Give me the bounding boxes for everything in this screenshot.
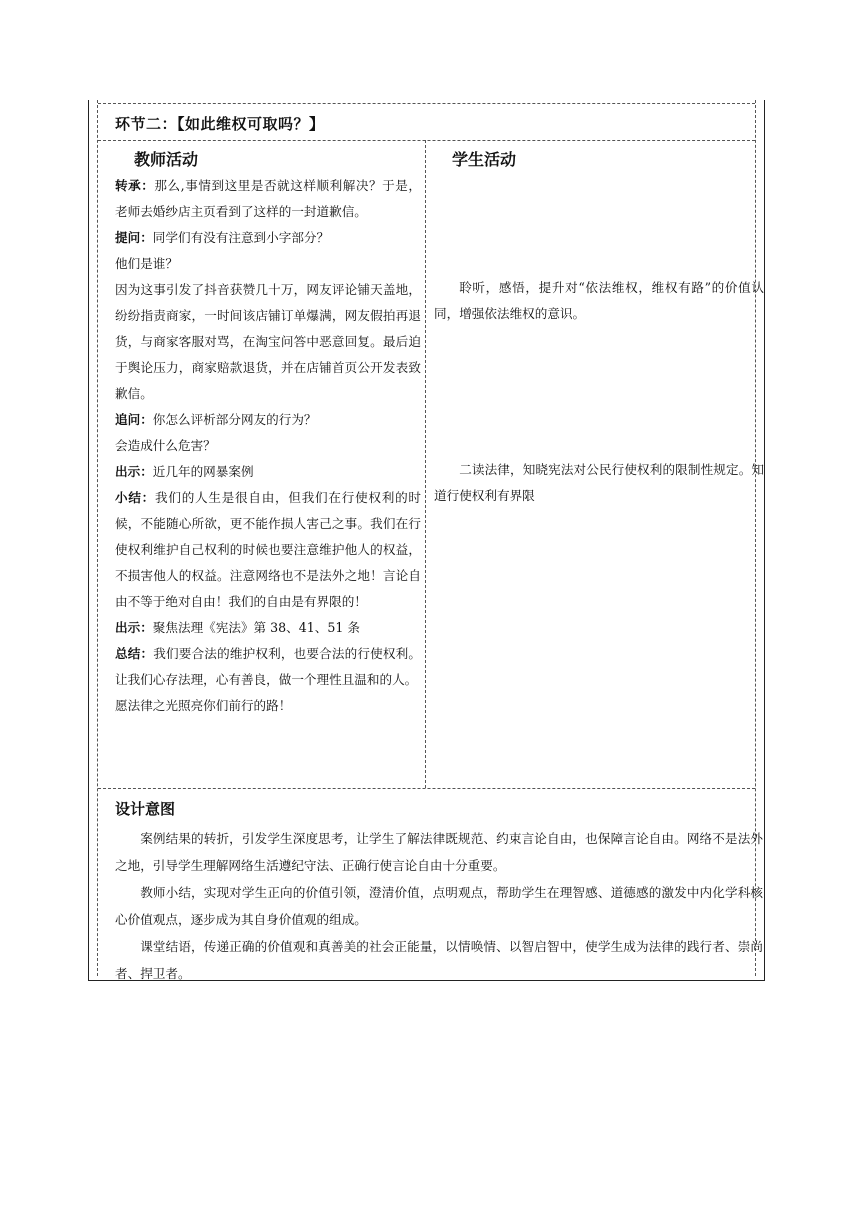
design-paragraph: 教师小结，实现对学生正向的价值引领，澄清价值，点明观点，帮助学生在理智感、道德感的激发中内化学科核心价值观点，逐步成为其自身价值观的组成。	[115, 885, 763, 927]
teacher-paragraph	[115, 693, 421, 719]
design-intent-title: 设计意图	[115, 800, 176, 818]
para-text: 你怎么评析部分网友的行为？	[152, 412, 317, 427]
para-text: 我们的人生是很自由，但我们在行使权利的时候，不能随心所欲，更不能作损人害己之事。我们在行使权利维护自己权利的时候也要注意维护他人的权益，不损害他人的权益。注意网络也不是法外之地！言论自由不等于绝对自由！我们的自由是有界限的！	[115, 490, 422, 609]
design-paragraph: 课堂结语，传递正确的价值观和真善美的社会正能量，以情唤情、以智启智中，使学生成为法律的践行者、崇尚者、捍卫者。	[115, 939, 763, 981]
para-text: 因为这事引发了抖音获赞几十万，网友评论铺天盖地，纷纷指责商家，一时间该店铺订单爆满，网友假拍再退货，与商家客服对骂，在淘宝问答中恶意回复。最后迫于舆论压力，商家赔款退货，并在店铺首页公开发表致歉信。	[115, 282, 421, 401]
para-text: 我们要合法的维护权利，也要合法的行使权利。让我们心存法理，心有善良，做一个理性且温和的人。	[115, 646, 422, 687]
teacher-paragraph	[115, 459, 421, 485]
row-divider	[98, 140, 755, 141]
design-paragraph: 案例结果的转折，引发学生深度思考，让学生了解法律既规范、约束言论自由，也保障言论自由。网络不是法外之地，引导学生理解网络生活遵纪守法、正确行使言论自由十分重要。	[115, 831, 763, 873]
section-title: 环节二：【如此维权可取吗？】	[115, 115, 325, 133]
teacher-paragraph	[115, 485, 421, 615]
para-label: 小结：	[115, 490, 156, 505]
table-inner-frame	[97, 100, 764, 981]
para-label: 转承：	[115, 178, 155, 193]
row-divider	[98, 788, 755, 789]
para-text: 那么,事情到这里是否就这样顺利解决？于是，老师去婚纱店主页看到了这样的一封道歉信。	[115, 178, 421, 219]
para-label: 提问：	[115, 230, 153, 245]
para-text: 会造成什么危害？	[115, 438, 216, 453]
teacher-paragraph	[115, 277, 421, 407]
lesson-table	[88, 100, 765, 981]
student-activity-paragraph: 聆听，感悟，提升对“依法维权，维权有路”的价值认同，增强依法维权的意识。	[434, 280, 764, 321]
para-text: 同学们有没有注意到小字部分？	[152, 230, 330, 245]
design-intent-content	[115, 825, 763, 987]
para-label: 追问：	[115, 412, 153, 427]
para-label: 出示：	[115, 464, 153, 479]
teacher-paragraph	[115, 251, 421, 277]
para-text: 聚焦法理《宪法》第 38、41、51 条	[152, 620, 360, 635]
teacher-activity-heading: 教师活动	[134, 150, 199, 169]
para-text: 近几年的网暴案例	[152, 464, 254, 479]
para-text: 他们是谁？	[115, 256, 178, 271]
para-text: 愿法律之光照亮你们前行的路！	[115, 698, 292, 713]
teacher-paragraph	[115, 407, 421, 433]
teacher-paragraph	[115, 641, 421, 693]
teacher-activity-content	[115, 173, 421, 719]
student-activity-heading: 学生活动	[452, 150, 517, 169]
teacher-paragraph	[115, 615, 421, 641]
teacher-paragraph	[115, 433, 421, 459]
teacher-paragraph	[115, 225, 421, 251]
para-label: 出示：	[115, 620, 153, 635]
table-top-border	[98, 103, 755, 104]
column-divider	[425, 140, 426, 788]
student-activity-paragraph: 二读法律，知晓宪法对公民行使权利的限制性规定。知道行使权利有界限	[434, 462, 764, 503]
teacher-paragraph	[115, 173, 421, 225]
para-label: 总结：	[115, 646, 154, 661]
